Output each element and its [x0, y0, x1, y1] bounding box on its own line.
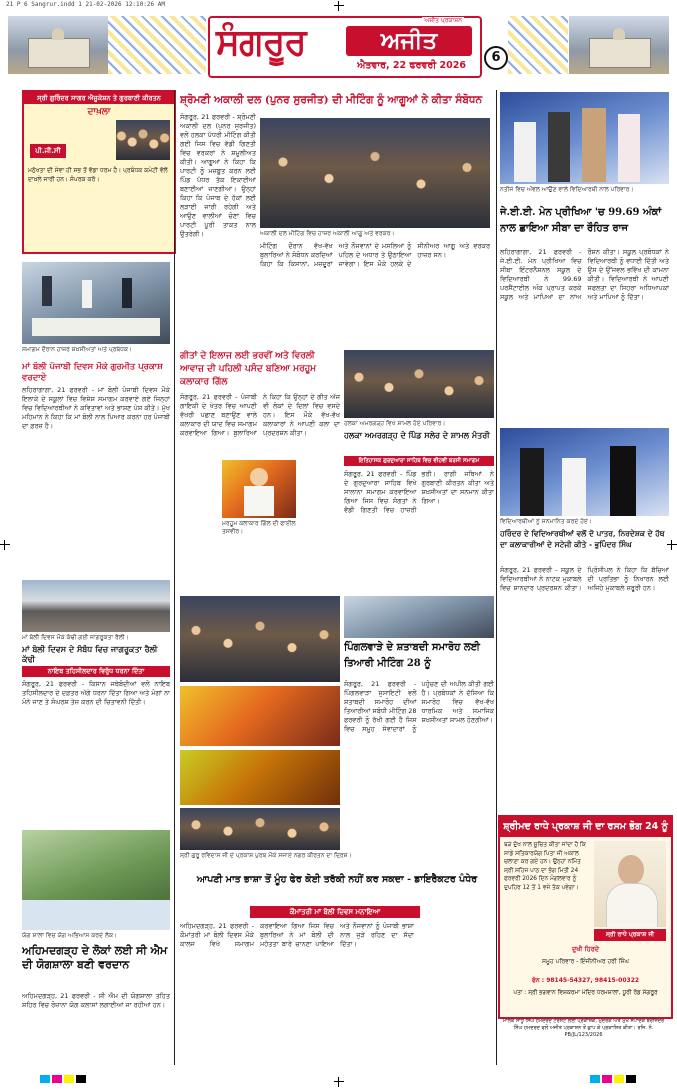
left-story3-body: [22, 992, 170, 1064]
center-photo-a: [180, 596, 340, 682]
masthead-header: [8, 12, 669, 78]
center-a-text: ਸੰਗਰੂਰ, 21 ਫਰਵਰੀ - ਪਿੰਗਲਵਾੜਾ ਸੁਸਾਇਟੀ ਵਲੋਂ ਸ਼ਤਾਬਦੀ ਸਮਾਰੋਹ ਦੀਆਂ ਤਿਆਰੀਆਂ ਸਬੰਧੀ ਮੀਟਿੰਗ 28 ਫਰਵਰੀ ਨੂੰ ਰੱਖੀ ਗਈ ਹੈ ਜਿਸ ਵਿਚ ਸਮੂਹ ਸੇਵਾਦਾਰਾਂ ਨੂੰ ਪਹੁੰਚਣ ਦੀ ਅਪੀਲ ਕੀਤੀ ਗਈ ਹੈ। ਪ੍ਰਬੰਧਕਾਂ ਨੇ ਦੱਸਿਆ ਕਿ ਸਮਾਰੋਹ ਵਿਚ ਵੱਖ-ਵੱਖ ਧਾਰਮਿਕ ਅਤੇ ਸਮਾਜਿਕ ਸ਼ਖ਼ਸੀਅਤਾਂ ਸ਼ਾਮਲ ਹੋਣਗੀਆਂ।: [344, 680, 494, 733]
amargarh-caption: ਹਲਕਾ ਅਮਰਗੜ੍ਹ ਵਿਖੇ ਸ਼ਾਮਲ ਹੋਏ ਪਰਿਵਾਰ।: [344, 420, 446, 427]
center-b-body: [180, 922, 494, 1064]
sufi-photo-caption: ਮਰਹੂਮ ਕਲਾਕਾਰ ਗਿੱਲ ਦੀ ਫਾਈਲ ਤਸਵੀਰ।: [222, 520, 296, 535]
amargarh-text: ਸੰਗਰੂਰ, 21 ਫਰਵਰੀ - ਪਿੰਡ ਦੇ ਗੁਰਦੁਆਰਾ ਸਾਹਿਬ ਵਿਖੇ ਸਾਲਾਨਾ ਸਮਾਗਮ ਕਰਵਾਇਆ ਗਿਆ ਜਿਸ ਵਿਚ ਸੰਗਤਾਂ ਨੇ ਵੱਡੀ ਗਿਣਤੀ ਵਿਚ ਹਾਜ਼ਰੀ ਭਰੀ। ਰਾਗੀ ਜਥਿਆਂ ਨੇ ਗੁਰਬਾਣੀ ਕੀਰਤਨ ਕੀਤਾ ਅਤੇ ਸ਼ਖ਼ਸੀਅਤਾਂ ਦਾ ਸਨਮਾਨ ਕੀਤਾ ਗਿਆ।: [344, 470, 494, 514]
registration-mark-top: [334, 1, 344, 11]
color-bar-cyan: [40, 1075, 50, 1083]
right-photo: [500, 92, 669, 184]
left-story2-photo: [22, 580, 170, 632]
color-bar-magenta: [52, 1075, 62, 1083]
center-b-text: ਅਹਿਮਦਗੜ੍ਹ, 21 ਫਰਵਰੀ - ਕੌਮਾਂਤਰੀ ਮਾਂ ਬੋਲੀ ਦਿਵਸ ਮੌਕੇ ਕਾਲਜ ਵਿਖੇ ਸਮਾਗਮ ਕਰਵਾਇਆ ਗਿਆ ਜਿਸ ਵਿਚ ਬੁਲਾਰਿਆਂ ਨੇ ਮਾਂ ਬੋਲੀ ਦੀ ਮਹੱਤਤਾ ਬਾਰੇ ਚਾਨਣਾ ਪਾਇਆ ਅਤੇ ਨੌਜਵਾਨਾਂ ਨੂੰ ਪੰਜਾਬੀ ਭਾਸ਼ਾ ਨਾਲ ਜੁੜੇ ਰਹਿਣ ਦਾ ਸੱਦਾ ਦਿੱਤਾ।: [180, 922, 414, 948]
imprint-footer: ਮਾਲਕ ਸਾਧੂ ਸਿੰਘ ਹਮਦਰਦ ਟਰੱਸਟ ਲਈ ਪ੍ਰਕਾਸ਼ਕ, ਮੁਦਰਕ ਅਤੇ ਮੁੱਖ ਸੰਪਾਦਕ ਬਰਜਿੰਦਰ ਸਿੰਘ ਹਮਦਰਦ ਵਲੋਂ ਅਜੀਤ ਪ੍ਰਕਾਸ਼ਨ ਤੋਂ ਛਾਪ ਕੇ ਪ੍ਰਕਾਸ਼ਿਤ ਕੀਤਾ। ਰਜਿ. ਨੰ. PB/JL/123/2026: [502, 1018, 665, 1038]
center-b-caption: ਸ੍ਰੀ ਗੁਰੂ ਰਵਿਦਾਸ ਜੀ ਦੇ ਪ੍ਰਕਾਸ਼ ਪੁਰਬ ਮੌਕੇ ਸਜਾਏ ਨਗਰ ਕੀਰਤਨ ਦਾ ਦ੍ਰਿਸ਼।: [180, 852, 352, 859]
center-b-redband: ਕੌਮਾਂਤਰੀ ਮਾਂ ਬੋਲੀ ਦਿਵਸ ਮਨਾਇਆ: [250, 906, 420, 918]
masthead: [208, 16, 482, 78]
obituary-mourners-label: ਦੁਖੀ ਹਿਰਦੇ: [571, 945, 600, 953]
left-story1-photo: [22, 262, 170, 344]
color-bar-magenta-right: [602, 1075, 612, 1083]
center-photo-b: [344, 596, 494, 638]
right-story2-photo: [500, 428, 669, 516]
right-headline: ਜੇ.ਈ.ਈ. ਮੇਨ ਪ੍ਰੀਖਿਆ 'ਚ 99.69 ਅੰਕਾਂ ਨਾਲ ਛਾਇਆ ਸੀਬਾ ਦਾ ਰੌਹਿਤ ਰਾਜ: [500, 207, 662, 234]
main-body-2: [260, 242, 490, 346]
left-story3-caption: ਯੋਗ ਸ਼ਾਲਾ ਵਿਚ ਯੋਗ ਅਭਿਆਸ ਕਰਦੇ ਲੋਕ।: [22, 932, 118, 939]
registration-mark-bottom: [334, 1077, 344, 1087]
left-story2-body: [22, 680, 170, 800]
obituary-advert: [498, 815, 673, 1019]
amargarh-redband: ਇਤਿਹਾਸਕ ਗੁਰਦੁਆਰਾ ਸਾਹਿਬ ਵਿਚ ਵੀਹਵੀਂ ਬਰਸੀ ਸਮਾਗਮ: [344, 456, 494, 466]
left-story2-headline: ਮਾਂ ਬੋਲੀ ਦਿਵਸ ਦੇ ਸੰਬੰਧ ਵਿਚ ਜਾਗਰੂਕਤਾ ਰੈਲੀ ਕੱਢੀ: [22, 644, 158, 664]
color-bar-yellow: [64, 1075, 74, 1083]
center-b-headline: ਆਪਣੀ ਮਾਤ ਭਾਸ਼ਾ ਤੋਂ ਮੂੰਹ ਫੇਰ ਕੋਈ ਤਰੱਕੀ ਨਹੀਂ ਕਰ ਸਕਦਾ - ਡਾਇਰੈਕਟਰ ਪੰਧੇਰ: [196, 874, 478, 885]
center-photo-c: [180, 686, 340, 746]
amargarh-body: [344, 470, 494, 590]
header-photo-right: [569, 16, 669, 74]
advert-sub: ਦਾਖ਼ਲਾ: [87, 107, 111, 117]
center-photo-d: [180, 750, 340, 805]
print-slug: 21 P 6 Sangrur.indd 1 21-02-2026 12:10:26 AM: [6, 1, 165, 8]
center-a-body: [344, 680, 494, 848]
left-story3-headline: ਅਹਿਮਦਗੜ੍ਹ ਦੇ ਲੋਕਾਂ ਲਈ ਸੀ ਐਮ ਦੀ ਯੋਗਸ਼ਾਲਾ ਬਣੀ ਵਰਦਾਨ: [22, 944, 168, 971]
advert-body: ਮਨੁੱਖਤਾ ਦੀ ਸੇਵਾ ਹੀ ਸਭ ਤੋਂ ਵੱਡਾ ਧਰਮ ਹੈ। ਪ੍ਰਬੰਧਕ ਕਮੇਟੀ ਵੱਲੋਂ ਦਾਖ਼ਲੇ ਜਾਰੀ ਹਨ। ਸੰਪਰਕ ਕਰੋ।: [28, 167, 168, 183]
obituary-contact: ਫੋਨ : 98145-54327, 98415-00322: [531, 977, 640, 984]
obituary-portrait: [594, 841, 666, 927]
left-story1-body: [22, 386, 170, 576]
color-bar-black: [76, 1075, 86, 1083]
main-text-1: ਸੰਗਰੂਰ, 21 ਫਰਵਰੀ - ਸ਼੍ਰੋਮਣੀ ਅਕਾਲੀ ਦਲ (ਪੁਨਰ ਸੁਰਜੀਤ) ਵਲੋਂ ਹਲਕਾ ਪੱਧਰੀ ਮੀਟਿੰਗ ਕੀਤੀ ਗਈ ਜਿਸ ਵਿਚ ਵੱਡੀ ਗਿਣਤੀ ਵਿਚ ਵਰਕਰਾਂ ਨੇ ਸ਼ਮੂਲੀਅਤ ਕੀਤੀ। ਆਗੂਆਂ ਨੇ ਕਿਹਾ ਕਿ ਪਾਰਟੀ ਨੂੰ ਮਜ਼ਬੂਤ ਕਰਨ ਲਈ ਪਿੰਡ ਪੱਧਰ ਤੱਕ ਇਕਾਈਆਂ ਬਣਾਈਆਂ ਜਾਣਗੀਆਂ। ਉਨ੍ਹਾਂ ਕਿਹਾ ਕਿ ਪੰਜਾਬ ਦੇ ਹੱਕਾਂ ਲਈ ਲੜਾਈ ਜਾਰੀ ਰਹੇਗੀ ਅਤੇ ਆਉਣ ਵਾਲੀਆਂ ਚੋਣਾਂ ਵਿਚ ਪਾਰਟੀ ਪੂਰੀ ਤਾਕਤ ਨਾਲ ਉਤਰੇਗੀ।: [180, 113, 256, 238]
amargarh-headline: ਹਲਕਾ ਅਮਰਗੜ੍ਹ ਦੇ ਪਿੰਡ ਸਲੇਰ ਦੇ ਸ਼ਾਮਲ ਮੰਤਰੀ: [344, 430, 490, 440]
page-number: 6: [484, 46, 508, 70]
column-rule-2: [496, 90, 497, 1065]
left-story3-text: ਅਹਿਮਦਗੜ੍ਹ, 21 ਫਰਵਰੀ - ਸੀ ਐਮ ਦੀ ਯੋਗਸ਼ਾਲਾ ਤਹਿਤ ਸ਼ਹਿਰ ਵਿਚ ਰੋਜ਼ਾਨਾ ਯੋਗ ਕਲਾਸਾਂ ਲਗਾਈਆਂ ਜਾ ਰਹੀਆਂ ਹਨ।: [22, 992, 170, 1009]
obituary-title: ਸ਼੍ਰੀਮਦ ਰਾਧੇ ਪ੍ਰਕਾਸ਼ ਜੀ ਦਾ ਰਸਮ ਭੋਗ 24 ਨੂੰ: [500, 817, 671, 837]
main-text-2: ਮੀਟਿੰਗ ਦੌਰਾਨ ਵੱਖ-ਵੱਖ ਬੁਲਾਰਿਆਂ ਨੇ ਸੰਬੋਧਨ ਕਰਦਿਆਂ ਕਿਹਾ ਕਿ ਕਿਸਾਨਾਂ, ਮਜ਼ਦੂਰਾਂ ਅਤੇ ਨੌਜਵਾਨਾਂ ਦੇ ਮਸਲਿਆਂ ਨੂੰ ਪਹਿਲ ਦੇ ਅਧਾਰ ਤੇ ਉਠਾਇਆ ਜਾਵੇਗਾ। ਇਸ ਮੌਕੇ ਹਲਕੇ ਦੇ ਸੀਨੀਅਰ ਆਗੂ ਅਤੇ ਵਰਕਰ ਹਾਜ਼ਰ ਸਨ।: [260, 242, 490, 268]
left-story2-caption: ਮਾਂ ਬੋਲੀ ਦਿਵਸ ਮੌਕੇ ਕੱਢੀ ਗਈ ਜਾਗਰੂਕਤਾ ਰੈਲੀ।: [22, 634, 129, 641]
color-bar-cyan-right: [590, 1075, 600, 1083]
main-headline: ਸ਼੍ਰੋਮਣੀ ਅਕਾਲੀ ਦਲ (ਪੁਨਰ ਸੁਰਜੀਤ) ਦੀ ਮੀਟਿੰਗ ਨੂੰ ਆਗੂਆਂ ਨੇ ਕੀਤਾ ਸੰਬੋਧਨ: [180, 94, 483, 106]
obituary-family: ਸਮੂਹ ਪਰਿਵਾਰ - ਇੰਜੀਨੀਅਰ ਹਰੀ ਸਿੰਘ: [541, 958, 630, 965]
color-bar-yellow-right: [614, 1075, 624, 1083]
obituary-address: ਪਤਾ : ਸ੍ਰੀ ਭਗਵਾਨ ਵਿਸ਼ਕਰਮਾ ਮੰਦਿਰ ਧਰਮਸ਼ਾਲਾ, ਧੂਰੀ ਰੋਡ ਸੰਗਰੂਰ: [513, 990, 658, 996]
right-story2-caption: ਵਿਦਿਆਰਥੀਆਂ ਨੂੰ ਸਨਮਾਨਿਤ ਕਰਦੇ ਹੋਏ।: [500, 518, 592, 525]
right-photo-caption: ਨਤੀਜੇ ਵਿਚ ਅੱਵਲ ਆਉਣ ਵਾਲੇ ਵਿਦਿਆਰਥੀ ਨਾਲ ਪਰਿਵਾਰ।: [500, 186, 634, 193]
right-text: ਲਹਿਰਾਗਾਗਾ, 21 ਫਰਵਰੀ - ਜੇ.ਈ.ਈ. ਮੇਨ ਪ੍ਰੀਖਿਆ ਵਿਚ ਸੀਬਾ ਇੰਟਰਨੈਸ਼ਨਲ ਸਕੂਲ ਦੇ ਵਿਦਿਆਰਥੀ ਨੇ 99.69 ਪਰਸੈਂਟਾਈਲ ਅੰਕ ਪ੍ਰਾਪਤ ਕਰਕੇ ਸਕੂਲ ਅਤੇ ਮਾਪਿਆਂ ਦਾ ਨਾਂਅ ਰੌਸ਼ਨ ਕੀਤਾ। ਸਕੂਲ ਪ੍ਰਬੰਧਕਾਂ ਨੇ ਵਿਦਿਆਰਥੀ ਨੂੰ ਵਧਾਈ ਦਿੱਤੀ ਅਤੇ ਉਸ ਦੇ ਉੱਜਵਲ ਭਵਿੱਖ ਦੀ ਕਾਮਨਾ ਕੀਤੀ। ਵਿਦਿਆਰਥੀ ਨੇ ਆਪਣੀ ਸਫਲਤਾ ਦਾ ਸਿਹਰਾ ਅਧਿਆਪਕਾਂ ਅਤੇ ਮਾਪਿਆਂ ਨੂੰ ਦਿੱਤਾ।: [500, 248, 669, 301]
left-story1-text: ਲਹਿਰਾਗਾਗਾ, 21 ਫਰਵਰੀ - ਮਾਂ ਬੋਲੀ ਪੰਜਾਬੀ ਦਿਵਸ ਮੌਕੇ ਇਲਾਕੇ ਦੇ ਸਕੂਲਾਂ ਵਿਚ ਵਿਸ਼ੇਸ਼ ਸਮਾਗਮ ਕਰਵਾਏ ਗਏ ਜਿਨ੍ਹਾਂ ਵਿਚ ਵਿਦਿਆਰਥੀਆਂ ਨੇ ਕਵਿਤਾਵਾਂ ਅਤੇ ਭਾਸ਼ਣ ਪੇਸ਼ ਕੀਤੇ। ਮੁੱਖ ਮਹਿਮਾਨ ਨੇ ਕਿਹਾ ਕਿ ਮਾਂ ਬੋਲੀ ਨਾਲ ਪਿਆਰ ਕਰਨਾ ਹਰ ਪੰਜਾਬੀ ਦਾ ਫ਼ਰਜ਼ ਹੈ।: [22, 386, 170, 430]
left-story1-headline: ਮਾਂ ਬੋਲੀ ਪੰਜਾਬੀ ਦਿਵਸ ਮੌਕੇ ਗੁਰਮੀਤ ਪ੍ਰਕਾਸ਼ ਵਰਦਾਏ: [22, 362, 163, 383]
left-story3-photo: [22, 830, 170, 930]
color-bar-black-right: [626, 1075, 636, 1083]
advert-banner: ਸ੍ਰੀ ਗੁਰਿੰਦਰ ਸਾਗਰ ਐਜੂਕੇਸ਼ਨ ਤੇ ਗੁਰਬਾਣੀ ਕੀਰਤਨ: [24, 92, 174, 104]
header-pattern-right: [508, 16, 568, 74]
obituary-body: ਬੜੇ ਦੁੱਖ ਨਾਲ ਸੂਚਿਤ ਕੀਤਾ ਜਾਂਦਾ ਹੈ ਕਿ ਸਾਡੇ ਸਤਿਕਾਰਯੋਗ ਪਿਤਾ ਜੀ ਅਕਾਲ ਚਲਾਣਾ ਕਰ ਗਏ ਹਨ। ਉਨ੍ਹਾਂ ਨਮਿੱਤ ਸ੍ਰੀ ਸਹਿਜ ਪਾਠ ਦਾ ਭੋਗ ਮਿਤੀ 24 ਫਰਵਰੀ 2026 ਦਿਨ ਮੰਗਲਵਾਰ ਨੂੰ ਦੁਪਹਿਰ 12 ਤੋਂ 1 ਵਜੇ ਤੱਕ ਪਵੇਗਾ।: [504, 842, 586, 891]
masthead-tag: ਅਜੀਤ ਪ੍ਰਕਾਸ਼ਨ: [424, 17, 462, 24]
masthead-city: ਸੰਗਰੂਰ: [216, 21, 306, 63]
header-photo-left: [8, 16, 108, 74]
center-photo-e: [180, 808, 340, 850]
advert-photo: [116, 120, 170, 160]
main-body-1: [180, 113, 256, 348]
right-story2-text: ਸੰਗਰੂਰ, 21 ਫਰਵਰੀ - ਸਕੂਲ ਦੇ ਵਿਦਿਆਰਥੀਆਂ ਨੇ ਨਾਟਕ ਮੁਕਾਬਲੇ ਵਿਚ ਸ਼ਾਨਦਾਰ ਪ੍ਰਦਰਸ਼ਨ ਕੀਤਾ। ਪ੍ਰਿੰਸੀਪਲ ਨੇ ਕਿਹਾ ਕਿ ਬੱਚਿਆਂ ਦੀ ਪ੍ਰਤਿਭਾ ਨੂੰ ਨਿਖਾਰਨ ਲਈ ਅਜਿਹੇ ਮੁਕਾਬਲੇ ਜ਼ਰੂਰੀ ਹਨ।: [500, 566, 669, 592]
amargarh-photo: [344, 350, 494, 418]
main-photo-caption: ਅਕਾਲੀ ਦਲ ਮੀਟਿੰਗ ਵਿਚ ਹਾਜ਼ਰ ਅਕਾਲੀ ਆਗੂ ਅਤੇ ਵਰਕਰ।: [260, 230, 395, 237]
left-story2-text: ਸੰਗਰੂਰ, 21 ਫਰਵਰੀ - ਕਿਸਾਨ ਜਥੇਬੰਦੀਆਂ ਵਲੋਂ ਨਾਇਬ ਤਹਿਸੀਲਦਾਰ ਦੇ ਦਫ਼ਤਰ ਅੱਗੇ ਧਰਨਾ ਦਿੱਤਾ ਗਿਆ ਅਤੇ ਮੰਗਾਂ ਨਾ ਮੰਨੇ ਜਾਣ ਤੇ ਸੰਘਰਸ਼ ਤੇਜ਼ ਕਰਨ ਦੀ ਚਿਤਾਵਨੀ ਦਿੱਤੀ।: [22, 680, 170, 706]
center-a-headline: ਪਿੰਗਲਵਾੜੇ ਦੇ ਸ਼ਤਾਬਦੀ ਸਮਾਰੋਹ ਲਈ ਤਿਆਰੀ ਮੀਟਿੰਗ 28 ਨੂੰ: [344, 642, 480, 669]
right-body: [500, 248, 669, 424]
left-story1-caption: ਸਮਾਗਮ ਦੌਰਾਨ ਹਾਜ਼ਰ ਸ਼ਖ਼ਸੀਅਤਾਂ ਅਤੇ ਪ੍ਰਬੰਧਕ।: [22, 346, 133, 353]
sufi-text: ਸੰਗਰੂਰ, 21 ਫਰਵਰੀ - ਪੰਜਾਬੀ ਗਾਇਕੀ ਦੇ ਖੇਤਰ ਵਿਚ ਆਪਣੀ ਵੱਖਰੀ ਪਛਾਣ ਬਣਾਉਣ ਵਾਲੇ ਕਲਾਕਾਰ ਦੀ ਯਾਦ ਵਿਚ ਸਮਾਗਮ ਕਰਵਾਇਆ ਗਿਆ। ਬੁਲਾਰਿਆਂ ਨੇ ਕਿਹਾ ਕਿ ਉਨ੍ਹਾਂ ਦੇ ਗੀਤ ਅੱਜ ਵੀ ਲੋਕਾਂ ਦੇ ਦਿਲਾਂ ਵਿਚ ਵਸਦੇ ਹਨ। ਇਸ ਮੌਕੇ ਵੱਖ-ਵੱਖ ਕਲਾਕਾਰਾਂ ਨੇ ਆਪਣੀ ਕਲਾ ਦਾ ਪ੍ਰਦਰਸ਼ਨ ਕੀਤਾ।: [180, 393, 340, 437]
main-photo: [260, 118, 490, 228]
advert-top-left: [22, 90, 176, 254]
header-pattern-left: [108, 16, 206, 74]
sufi-photo: [222, 460, 296, 518]
left-story2-redband: ਨਾਇਬ ਤਹਿਸੀਲਦਾਰ ਵਿਰੁੱਧ ਧਰਨਾ ਦਿੱਤਾ: [22, 666, 170, 677]
masthead-date: ਐਤਵਾਰ, 22 ਫਰਵਰੀ 2026: [357, 60, 466, 71]
registration-mark-left: [0, 540, 10, 550]
masthead-brand: ਅਜੀਤ: [346, 26, 472, 56]
right-story2-headline: ਹਰਿੰਦਰ ਦੇ ਵਿਦਿਆਰਥੀਆਂ ਵਲੋਂ ਦੋ ਪਾਤਰ, ਨਿਰਦੇਸ਼ਕ ਦੇ ਹੱਥ ਦਾ ਕਲਾਕਾਰੀਆਂ ਦੇ ਸਟੇਜੀ ਕੀਤੇ - ਭੁਪਿੰਦਰ ਸਿੰਘ: [500, 529, 665, 549]
obituary-name: ਸ੍ਰੀ ਰਾਧੇ ਪ੍ਰਕਾਸ਼ ਜੀ: [594, 929, 666, 941]
advert-badge: ਪੀ.ਜੀ.ਸੀ: [30, 144, 66, 158]
right-story2-body: [500, 566, 669, 806]
column-rule-1: [174, 90, 175, 1065]
sufi-headline: ਗੀਤਾਂ ਦੇ ਇਲਾਜ ਲਈ ਭਰਵੀਂ ਅਤੇ ਵਿਰਲੀ ਆਵਾਜ਼ ਦੀ ਪਹਿਲੀ ਪਸੰਦ ਬਣਿਆ ਮਰਹੂਮ ਕਲਾਕਾਰ ਗਿੱਲ: [180, 351, 317, 387]
